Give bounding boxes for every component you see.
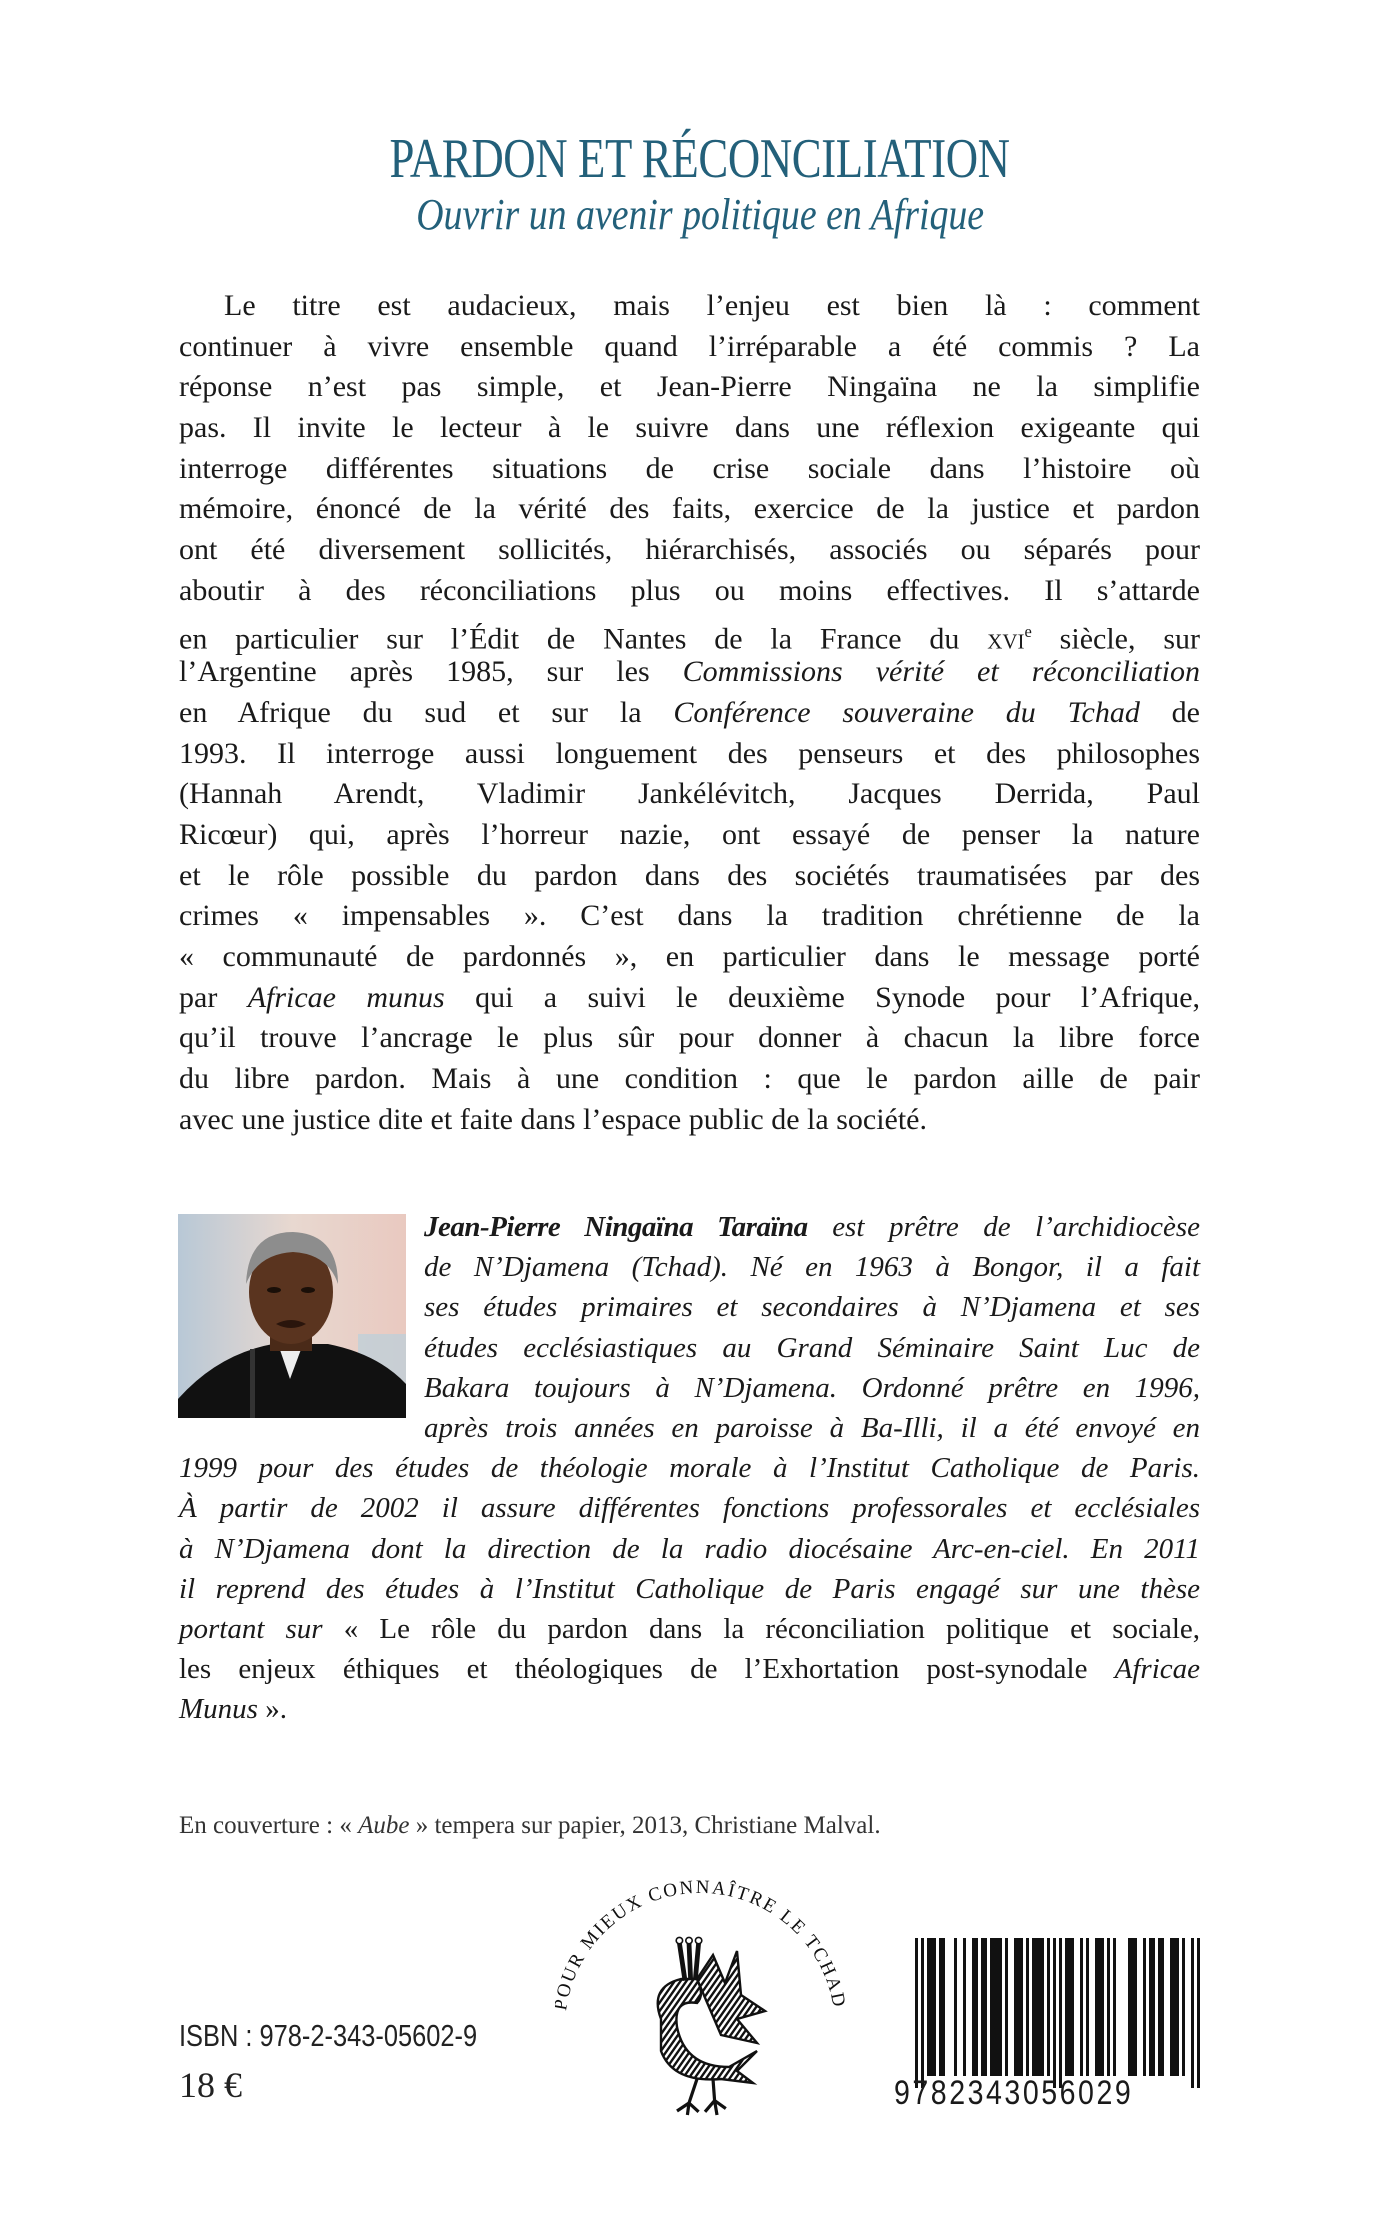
barcode-bar: [1038, 1938, 1041, 2076]
body-text-segment: aboutir à des réconciliations plus ou moins effectives. Il s’attarde: [179, 573, 1200, 607]
barcode-bar: [1071, 1938, 1074, 2076]
body-text-segment: réponse n’est pas simple, et Jean-Pierre Ningaïna ne la simplifie: [179, 370, 1200, 404]
body-line: [179, 734, 1200, 775]
bio-text-segment: après trois années en paroisse à Ba-Illi, il a été envoyé en: [424, 1411, 1200, 1444]
barcode-bar: [1197, 1938, 1200, 2088]
barcode-bars: [894, 1938, 1200, 2088]
bio-line: [179, 1488, 1200, 1528]
barcode-bar: [1098, 1938, 1101, 2076]
barcode-bar: [1131, 1938, 1134, 2076]
body-line: [179, 815, 1200, 856]
barcode-bar: [1035, 1938, 1038, 2076]
bio-line: [179, 1569, 1200, 1609]
barcode-bar: [930, 1938, 933, 2076]
barcode-bar: [954, 1938, 957, 2076]
bio-text-segment: 1999 pour des études de théologie morale à l’Institut Catholique de Paris.: [179, 1452, 1200, 1485]
body-text-segment: pas. Il invite le lecteur à le suivre dans une réflexion exigeante qui: [179, 411, 1200, 445]
body-line: [179, 1059, 1200, 1100]
body-line: [179, 489, 1200, 530]
body-text-segment: par: [179, 980, 248, 1014]
body-text-segment: 1993. Il interroge aussi longuement des penseurs et des philosophes: [179, 736, 1200, 770]
body-text-segment: interroge différentes situations de crise sociale dans l’histoire où: [179, 451, 1200, 485]
barcode-bar: [1086, 1938, 1089, 2076]
barcode-bar: [1017, 1938, 1020, 2076]
body-text-segment: crimes « impensables ». C’est dans la tradition chrétienne de la: [179, 899, 1200, 933]
bio-text-segment: de N’Djamena (Tchad). Né en 1963 à Bongor, il a fait: [424, 1251, 1200, 1284]
barcode-bar: [1134, 1938, 1137, 2076]
bio-text-segment: les enjeux éthiques et théologiques de l’Exhortation post-synodale: [179, 1653, 1115, 1686]
body-text-segment: Conférence souveraine du Tchad: [673, 695, 1140, 729]
body-line: [179, 408, 1200, 449]
body-text-segment: Africae munus: [247, 980, 445, 1014]
bio-line: [424, 1368, 1200, 1408]
body-text-segment: en Afrique du sud et sur la: [179, 695, 674, 729]
barcode-bar: [1053, 1938, 1056, 2088]
body-line: [179, 286, 1200, 327]
barcode-bar: [915, 1938, 918, 2088]
body-text-segment: xvi: [987, 622, 1025, 656]
barcode-bar: [1041, 1938, 1044, 2076]
barcode-bar: [1080, 1938, 1083, 2076]
body-line: [179, 327, 1200, 368]
cover-credit-suffix: » tempera sur papier, 2013, Christiane Malval.: [409, 1812, 881, 1839]
body-line: [179, 856, 1200, 897]
body-text-segment: ont été diversement sollicités, hiérarchisés, associés ou séparés pour: [179, 533, 1200, 567]
price: 18 €: [179, 2065, 242, 2105]
body-text-segment: de: [1139, 695, 1200, 729]
barcode-bar: [1047, 1938, 1050, 2076]
barcode-bar: [1152, 1938, 1155, 2076]
barcode-bar: [999, 1938, 1002, 2076]
body-line: [179, 693, 1200, 734]
barcode-bar: [1161, 1938, 1164, 2076]
barcode-bar: [939, 1938, 942, 2076]
barcode-bar: [1149, 1938, 1152, 2076]
barcode-bar: [1101, 1938, 1104, 2076]
body-text-segment: « communauté de pardonnés », en particulier dans le message porté: [179, 940, 1200, 973]
barcode-bar: [1026, 1938, 1029, 2076]
body-text-segment: e: [1024, 621, 1032, 641]
bio-text-segment: « Le rôle du pardon dans la réconciliation politique et sociale,: [322, 1612, 1200, 1645]
barcode-bar: [984, 1938, 987, 2076]
barcode-bar: [1014, 1938, 1017, 2076]
barcode-bar: [975, 1938, 978, 2076]
bio-text-segment: il reprend des études à l’Institut Catholique de Paris engagé sur une thèse: [179, 1572, 1200, 1605]
barcode-bar: [1173, 1938, 1176, 2076]
bio-line: [179, 1609, 1200, 1649]
body-text-segment: siècle, sur: [1031, 622, 1200, 656]
bio-line: [179, 1529, 1200, 1569]
bio-text-segment: Jean-Pierre Ningaïna Taraïna: [424, 1211, 808, 1243]
bio-text-segment: à N’Djamena dont la direction de la radio diocésaine Arc-en-ciel. En 2011: [179, 1532, 1200, 1565]
body-text-segment: Commissions vérité et réconciliation: [682, 655, 1200, 689]
publisher-rooster-logo: [555, 1878, 845, 2123]
barcode-bar: [1020, 1938, 1023, 2076]
body-text-segment: qu’il trouve l’ancrage le plus sûr pour donner à chacun la libre force: [179, 1021, 1200, 1055]
barcode-bar: [1113, 1938, 1116, 2076]
barcode-bar: [1107, 1938, 1110, 2076]
barcode-bar: [972, 1938, 975, 2076]
body-line: [179, 530, 1200, 571]
bio-text-segment: est prêtre de l’archidiocèse: [807, 1211, 1200, 1243]
book-title-block: [0, 128, 1400, 240]
barcode-bar: [1059, 1938, 1062, 2088]
body-line: [179, 449, 1200, 490]
bio-line: [179, 1448, 1200, 1488]
body-line: [179, 612, 1200, 656]
author-biography: [179, 1207, 1200, 1729]
cover-credit-prefix: En couverture : «: [179, 1812, 359, 1839]
bio-text-segment: Bakara toujours à N’Djamena. Ordonné prêtre en 1996,: [424, 1371, 1200, 1404]
body-line: [179, 571, 1200, 612]
bio-line: [424, 1247, 1200, 1287]
bio-text-segment: études ecclésiastiques au Grand Séminaire Saint Luc de: [424, 1331, 1200, 1364]
body-line: [179, 367, 1200, 408]
barcode-bar: [963, 1938, 966, 2076]
barcode-bar: [990, 1938, 993, 2076]
book-title: PARDON ET RÉCONCILIATION: [389, 128, 1011, 190]
body-text-segment: mémoire, énoncé de la vérité des faits, exercice de la justice et pardon: [179, 492, 1200, 526]
body-text-segment: en particulier sur l’Édit de Nantes de la France du: [179, 622, 988, 656]
barcode-bar: [1176, 1938, 1179, 2076]
barcode-bar: [1143, 1938, 1146, 2076]
bio-text-segment: ».: [257, 1693, 287, 1726]
barcode-bar: [1128, 1938, 1131, 2076]
book-subtitle: Ouvrir un avenir politique en Afrique: [416, 190, 984, 239]
barcode-digits: 9782343056029: [894, 2074, 1134, 2112]
bio-line: [424, 1328, 1200, 1368]
body-text-segment: et le rôle possible du pardon dans des sociétés traumatisées par des: [179, 858, 1200, 892]
barcode-bar: [921, 1938, 924, 2088]
body-line: [179, 774, 1200, 815]
bio-line: [179, 1689, 1200, 1729]
cover-credit: [179, 1812, 881, 1840]
barcode-bar: [1182, 1938, 1185, 2076]
bio-text-segment: Munus: [179, 1693, 258, 1726]
barcode-bar: [1158, 1938, 1161, 2076]
body-text-segment: avec une justice dite et faite dans l’espace public de la société.: [179, 1102, 927, 1136]
logo-motto: OUR MIEUX CONNAÎTRE LE TCHA: [555, 1878, 845, 2000]
body-line: [179, 896, 1200, 937]
body-text-segment: (Hannah Arendt, Vladimir Jankélévitch, Jacques Derrida, Paul: [179, 777, 1200, 811]
bio-line: [424, 1287, 1200, 1327]
bio-text-segment: portant sur: [179, 1612, 323, 1645]
cover-credit-work: Aube: [358, 1812, 410, 1839]
bio-line: [424, 1408, 1200, 1448]
bio-line: [424, 1207, 1200, 1247]
barcode-bar: [1065, 1938, 1068, 2076]
body-line: [179, 937, 1200, 978]
body-text-segment: du libre pardon. Mais à une condition : que le pardon aille de pair: [179, 1062, 1200, 1096]
bio-text-segment: À partir de 2002 il assure différentes fonctions professorales et ecclésiales: [179, 1492, 1200, 1525]
body-line: [179, 1100, 1200, 1141]
body-text-segment: l’Argentine après 1985, sur les: [179, 655, 683, 689]
barcode-bar: [1032, 1938, 1035, 2076]
barcode-bar: [927, 1938, 930, 2076]
bio-text-segment: Africae: [1114, 1653, 1200, 1686]
barcode-bar: [1095, 1938, 1098, 2076]
barcode-bar: [1170, 1938, 1173, 2076]
bio-line: [179, 1649, 1200, 1689]
ean-barcode: [894, 1938, 1200, 2114]
barcode-bar: [1191, 1938, 1194, 2088]
body-text-segment: Ricœur) qui, après l’horreur nazie, ont essayé de penser la nature: [179, 817, 1200, 851]
barcode-bar: [933, 1938, 936, 2076]
body-line: [179, 978, 1200, 1019]
body-text-segment: continuer à vivre ensemble quand l’irréparable a été commis ? La: [179, 329, 1200, 363]
body-line: [179, 1018, 1200, 1059]
isbn: ISBN : 978-2-343-05602-9: [179, 2018, 478, 2053]
barcode-bar: [996, 1938, 999, 2076]
barcode-bar: [942, 1938, 945, 2076]
body-text-segment: Le titre est audacieux, mais l’enjeu est bien là : comment: [224, 289, 1200, 322]
rooster-drawing: [658, 1937, 765, 2115]
back-cover-summary: [179, 286, 1200, 1140]
barcode-bar: [981, 1938, 984, 2076]
barcode-bar: [993, 1938, 996, 2076]
bio-text-segment: ses études primaires et secondaires à N’Djamena et ses: [424, 1291, 1200, 1324]
barcode-bar: [1068, 1938, 1071, 2076]
body-line: [179, 652, 1200, 693]
body-text-segment: qui a suivi le deuxième Synode pour l’Afrique,: [444, 980, 1201, 1014]
barcode-bar: [1005, 1938, 1008, 2076]
